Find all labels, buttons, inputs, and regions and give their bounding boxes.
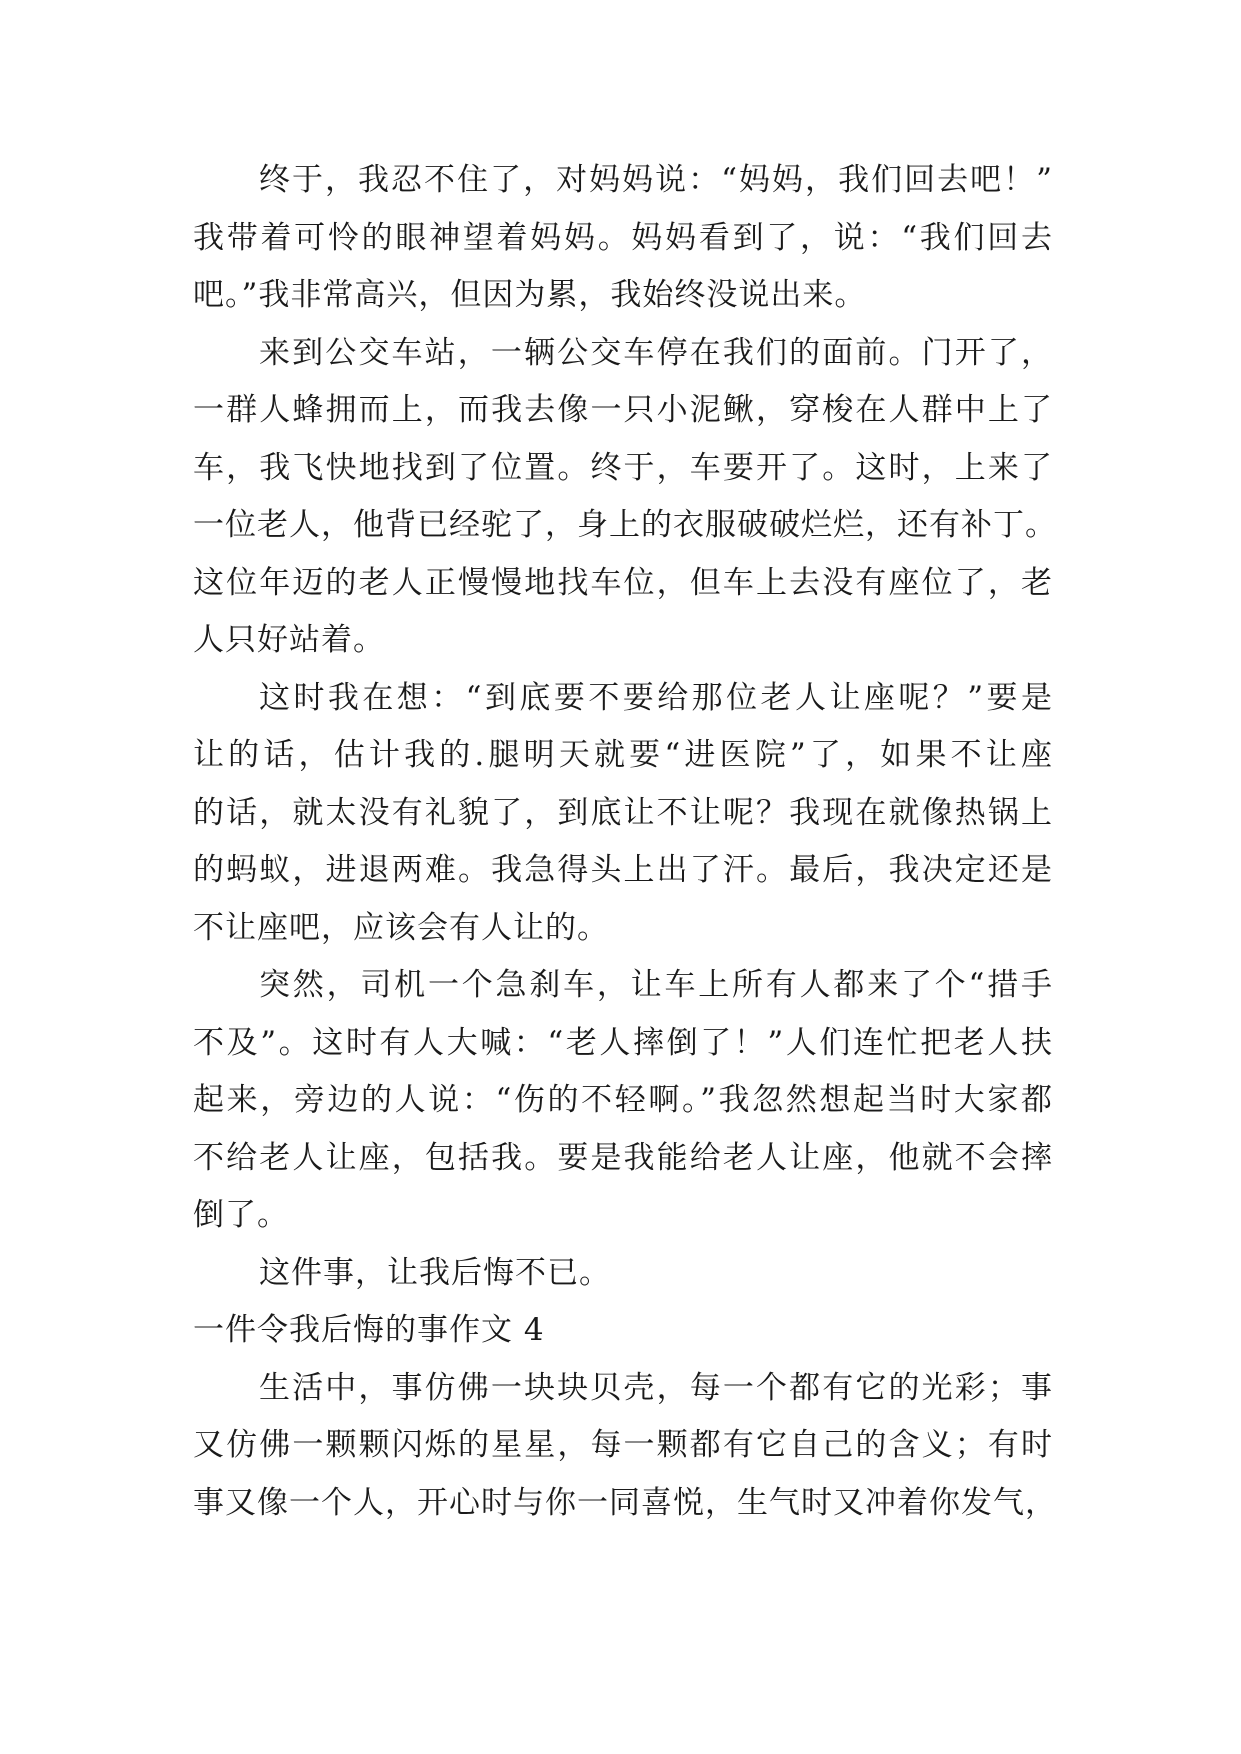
paragraph-line: 事又像一个人，开心时与你一同喜悦，生气时又冲着你发气，	[193, 1484, 1057, 1521]
paragraph-2	[193, 325, 1057, 670]
paragraph-line: 的话，就太没有礼貌了，到底让不让呢？我现在就像热锅上	[193, 794, 1053, 831]
paragraph-line: 这时我在想：“到底要不要给那位老人让座呢？”要是	[259, 679, 1053, 716]
paragraph-line: 这位年迈的老人正慢慢地找车位，但车上去没有座位了，老	[193, 564, 1053, 601]
paragraph-4	[193, 957, 1053, 1245]
paragraph-line: 这件事，让我后悔不已。	[259, 1254, 611, 1291]
paragraph-3	[193, 670, 1053, 958]
paragraph-1	[193, 152, 1053, 325]
paragraph-line: 让的话，估计我的.腿明天就要“进医院”了，如果不让座	[193, 737, 1053, 773]
paragraph-line: 生活中，事仿佛一块块贝壳，每一个都有它的光彩；事	[259, 1369, 1053, 1406]
paragraph-line: 的蚂蚁，进退两难。我急得头上出了汗。最后，我决定还是	[193, 852, 1053, 888]
paragraph-line: 不让座吧，应该会有人让的。	[193, 909, 609, 946]
document-page	[193, 152, 1057, 1532]
paragraph-line: 我带着可怜的眼神望着妈妈。妈妈看到了，说：“我们回去	[193, 219, 1053, 256]
paragraph-line: 车，我飞快地找到了位置。终于，车要开了。这时，上来了	[193, 449, 1053, 486]
paragraph-line: 来到公交车站，一辆公交车停在我们的面前。门开了，	[259, 334, 1053, 371]
paragraph-line: 不给老人让座，包括我。要是我能给老人让座，他就不会摔	[193, 1139, 1053, 1176]
paragraph-line: 又仿佛一颗颗闪烁的星星，每一颗都有它自己的含义；有时	[193, 1427, 1053, 1463]
paragraph-line: 起来，旁边的人说：“伤的不轻啊。”我忽然想起当时大家都	[193, 1082, 1053, 1118]
paragraph-line: 一群人蜂拥而上，而我去像一只小泥鳅，穿梭在人群中上了	[193, 392, 1053, 428]
paragraph-line: 终于，我忍不住了，对妈妈说：“妈妈，我们回去吧！”	[259, 162, 1053, 198]
paragraph-6	[193, 1360, 1057, 1533]
paragraph-line: 人只好站着。	[193, 622, 385, 658]
paragraph-line: 不及”。这时有人大喊：“老人摔倒了！”人们连忙把老人扶	[193, 1024, 1053, 1061]
paragraph-5	[193, 1245, 1053, 1303]
paragraph-line: 一位老人，他背已经驼了，身上的衣服破破烂烂，还有补丁。	[193, 507, 1057, 543]
paragraph-line: 突然，司机一个急刹车，让车上所有人都来了个“措手	[259, 967, 1053, 1003]
paragraph-line: 倒了。	[193, 1197, 289, 1233]
paragraph-line: 吧。”我非常高兴，但因为累，我始终没说出来。	[193, 277, 867, 313]
section-heading: 一件令我后悔的事作文 4	[193, 1312, 545, 1348]
